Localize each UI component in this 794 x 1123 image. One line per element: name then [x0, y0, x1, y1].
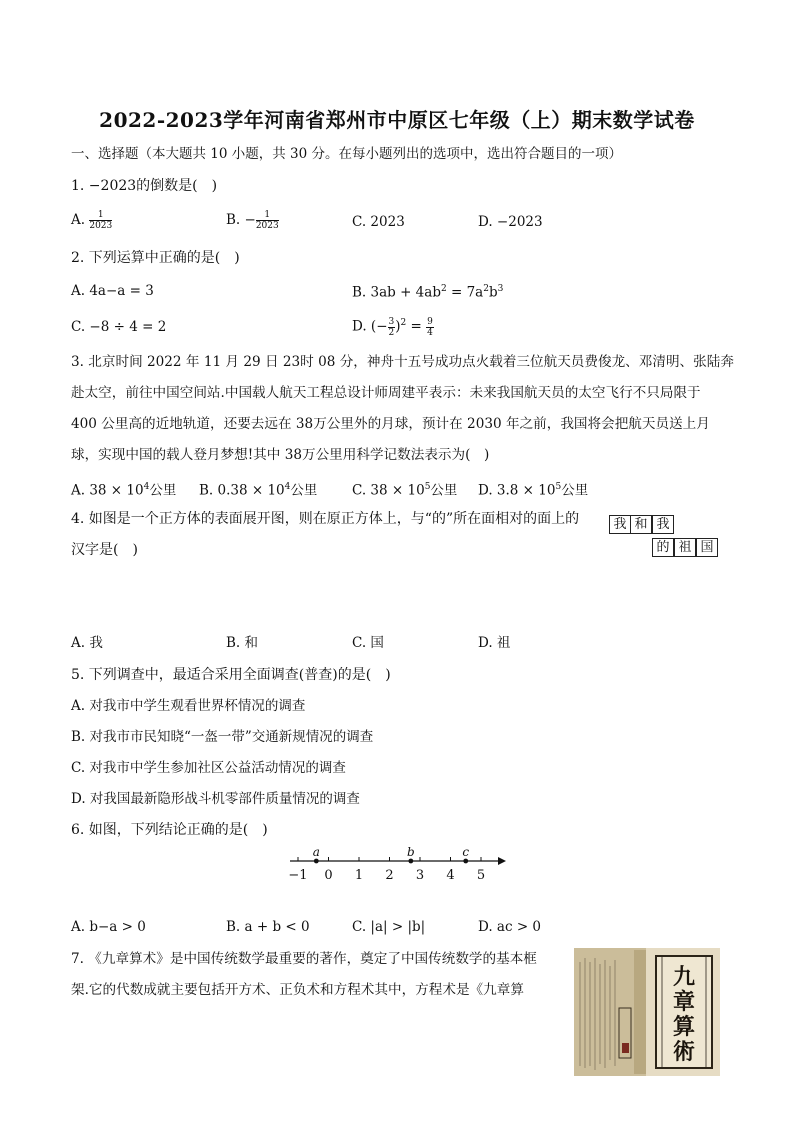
question-5-option-a: A. 对我市中学生观看世界杯情况的调查	[71, 698, 306, 714]
question-2-option-c: C. −8 ÷ 4 = 2	[71, 319, 167, 335]
denominator: 2	[388, 327, 395, 338]
text: b	[488, 284, 498, 301]
question-1-option-b	[226, 210, 279, 231]
question-4-option-d: D. 祖	[478, 635, 511, 651]
jiuzhang-suanshu-book-photo	[574, 948, 720, 1076]
number-line-tick-label: 4	[446, 868, 455, 883]
text: 公里	[149, 482, 177, 499]
number-line-point	[408, 859, 413, 864]
exponent: 2	[440, 284, 447, 294]
text: 公里	[561, 482, 589, 499]
question-2-option-d	[352, 314, 434, 338]
exponent: 4	[284, 482, 291, 492]
exponent: 2	[400, 318, 407, 328]
numerator: 3	[388, 316, 395, 327]
number-line-point-label: b	[407, 845, 415, 859]
page-title: 2022-2023学年河南省郑州市中原区七年级（上）期末数学试卷	[99, 108, 695, 132]
net-cell: 我	[609, 515, 631, 534]
question-1-option-d: D. −2023	[478, 214, 543, 230]
number-line-tick-label: 3	[415, 868, 425, 883]
question-2-option-b	[352, 280, 503, 302]
denominator: 2023	[255, 221, 279, 231]
number-line-tick-label: 5	[476, 868, 486, 883]
number-line-point	[314, 859, 319, 864]
number-line-figure	[286, 845, 516, 887]
question-3-line-3: 400 公里高的近地轨道，还要去远在 38万公里外的月球，预计在 2030 年之前，我国将会把航天员送上月	[71, 416, 710, 432]
question-2-stem: 2. 下列运算中正确的是( )	[71, 250, 240, 266]
number-line-point-label: a	[312, 845, 320, 859]
text: D. 3.8 × 10	[478, 482, 556, 499]
question-4-line-1: 4. 如图是一个正方体的表面展开图，则在原正方体上，与“的”所在面相对的面上的	[71, 511, 580, 527]
exponent: 3	[497, 284, 504, 294]
question-3-option-a	[71, 478, 176, 500]
number-line-tick-label: −1	[288, 868, 308, 883]
question-6-option-b: B. a + b < 0	[226, 919, 310, 935]
net-cell: 和	[630, 515, 652, 534]
text: C. 38 × 10	[352, 482, 425, 499]
fraction	[256, 210, 279, 231]
numerator: 9	[427, 316, 433, 327]
numerator: 1	[256, 210, 279, 221]
question-4-option-b: B. 和	[226, 635, 259, 651]
exponent: 5	[424, 482, 431, 492]
numerator: 1	[89, 210, 112, 221]
question-2-option-a: A. 4a−a = 3	[71, 283, 154, 299]
net-cell: 我	[652, 515, 674, 534]
question-1-option-a	[71, 210, 112, 231]
net-cell: 的	[652, 538, 674, 557]
book-title-char: 章	[672, 989, 696, 1015]
question-7-line-2: 架.它的代数成就主要包括开方术、正负术和方程术其中，方程术是《九章算	[71, 982, 524, 998]
question-3-line-4: 球，实现中国的载人登月梦想!其中 38万公里用科学记数法表示为( )	[71, 447, 490, 463]
book-title-char: 術	[672, 1039, 696, 1065]
question-6-stem: 6. 如图，下列结论正确的是( )	[71, 822, 268, 838]
text: D. (−	[352, 318, 388, 335]
exponent: 5	[555, 482, 562, 492]
text: 公里	[430, 482, 458, 499]
question-3-option-d	[478, 478, 588, 500]
text: B. 3ab + 4ab	[352, 284, 441, 301]
question-3-line-1: 3. 北京时间 2022 年 11 月 29 日 23时 08 分，神舟十五号成功点火载着三位航天员费俊龙、邓清明、张陆奔	[71, 354, 734, 370]
question-6-option-a: A. b−a > 0	[71, 919, 146, 935]
question-5-option-b: B. 对我市市民知晓“一盔一带”交通新规情况的调查	[71, 729, 374, 745]
book-title-char: 算	[672, 1014, 696, 1040]
denominator: 2023	[89, 221, 113, 231]
net-cell: 国	[696, 538, 718, 557]
question-7-line-1: 7. 《九章算术》是中国传统数学最重要的著作，奠定了中国传统数学的基本框	[71, 951, 537, 967]
arrow-head-icon	[498, 857, 506, 865]
number-line-tick-label: 1	[354, 868, 364, 883]
question-4-option-c: C. 国	[352, 635, 384, 651]
question-4-line-2: 汉字是( )	[71, 542, 138, 558]
question-1-option-c: C. 2023	[352, 214, 405, 230]
question-6-option-d: D. ac > 0	[478, 919, 542, 935]
exponent: 2	[483, 284, 489, 294]
number-line-tick-label: 2	[385, 868, 394, 883]
net-cell: 祖	[674, 538, 696, 557]
fraction	[89, 210, 112, 231]
question-5-stem: 5. 下列调查中，最适合采用全面调查(普查)的是( )	[71, 667, 391, 683]
text: A. 38 × 10	[71, 482, 144, 499]
question-4-option-a: A. 我	[71, 635, 103, 651]
question-5-option-d: D. 对我国最新隐形战斗机零部件质量情况的调查	[71, 791, 360, 807]
book-title-char: 九	[672, 964, 696, 990]
text: B. 0.38 × 10	[199, 482, 285, 499]
text: 公里	[290, 482, 318, 499]
question-5-option-c: C. 对我市中学生参加社区公益活动情况的调查	[71, 760, 346, 776]
text: )	[395, 318, 401, 335]
question-3-option-c	[352, 478, 457, 500]
text: =	[406, 318, 427, 335]
number-line-tick-label: 0	[324, 868, 333, 883]
question-3-line-2: 赴太空，前往中国空间站.中国载人航天工程总设计师周建平表示：未来我国航天员的太空飞行不只局限于	[71, 385, 701, 401]
text: = 7a	[446, 284, 484, 301]
question-1-stem: 1. −2023的倒数是( )	[71, 178, 218, 194]
question-3-option-b	[199, 478, 317, 500]
section-heading: 一、选择题（本大题共 10 小题，共 30 分。在每小题列出的选项中，选出符合题目的一项）	[71, 146, 623, 162]
option-letter: A.	[71, 212, 86, 228]
question-6-option-c: C. |a| > |b|	[352, 919, 426, 935]
number-line-point	[463, 859, 468, 864]
option-letter: B. −	[226, 212, 256, 228]
denominator: 4	[427, 327, 433, 338]
exponent: 4	[143, 482, 150, 492]
fraction	[426, 317, 434, 338]
number-line-point-label: c	[462, 845, 470, 859]
